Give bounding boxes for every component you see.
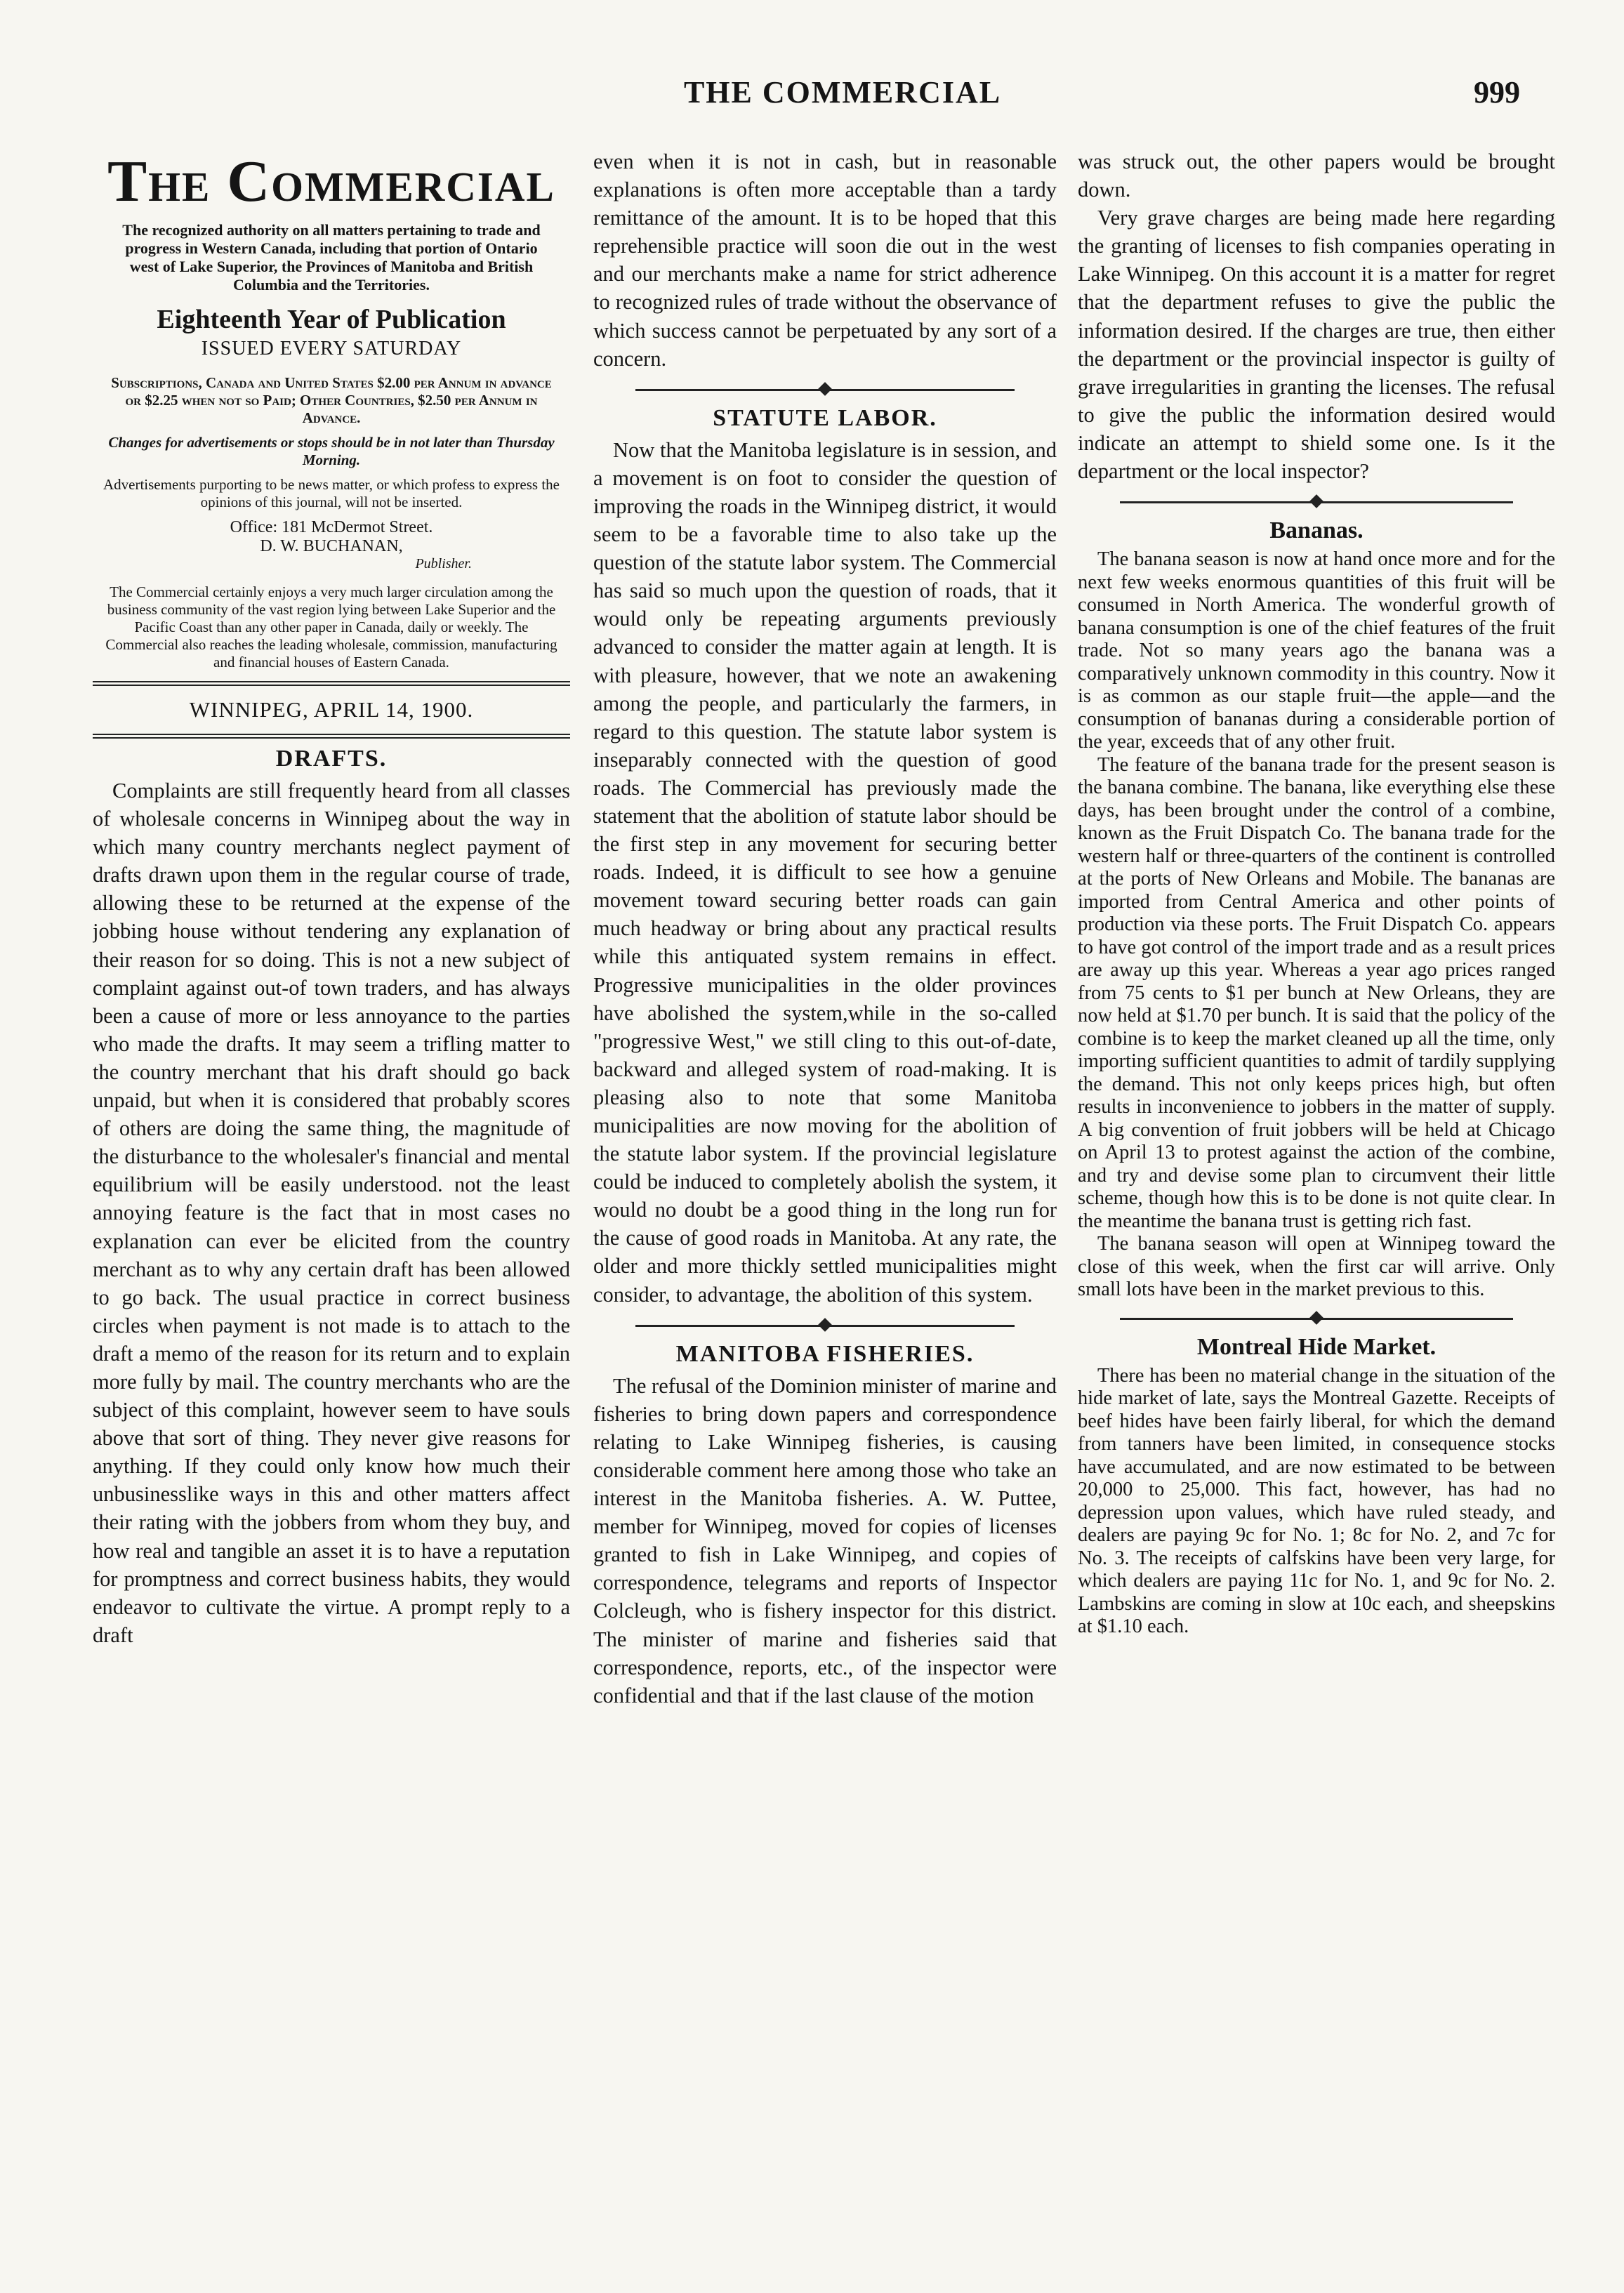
fisheries-heading: MANITOBA FISHERIES. — [675, 1340, 975, 1367]
statute-labor-heading: STATUTE LABOR. — [713, 404, 937, 431]
masthead-rule — [93, 681, 570, 686]
masthead-subscriptions: Subscriptions, Canada and United States $2.00 per Annum in advance or $2.25 when not so Paid; Other Countries, $2.50 per Annum in Advance. — [111, 374, 552, 426]
article-divider — [1120, 494, 1513, 510]
masthead-changes: Changes for advertisements or stops should be in not later than Thursday Morning. — [108, 434, 555, 468]
bananas-paragraph-3: The banana season will open at Winnipeg toward the close of this week, when the first car will arrive. Only small lots have been in the market previous to this. — [1078, 1233, 1555, 1301]
masthead-issued: ISSUED EVERY SATURDAY — [201, 338, 462, 359]
masthead-publisher: D. W. BUCHANAN, — [260, 537, 403, 555]
article-divider — [1120, 1310, 1513, 1327]
column-1 — [93, 147, 570, 2268]
fisheries-paragraph-1: The refusal of the Dominion minister of marine and fisheries to bring down papers and correspondence relating to Lake Winnipeg fisheries, is causing considerable comment here among those who take an interest in the Manitoba fisheries. A. W. Puttee, member for Winnipeg, moved for copies of licenses granted to fish in Lake Winnipeg, and copies of correspondence, telegrams and reports of Inspector Colcleugh, who is fishery inspector for this district. The minister of marine and fisheries said that correspondence, reports, etc., of the inspector were confidential and that if the last clause of the motion — [593, 1373, 1057, 1707]
masthead-year: Eighteenth Year of Publication — [157, 305, 506, 334]
masthead-publisher-title: Publisher. — [415, 556, 472, 571]
hide-market-heading: Montreal Hide Market. — [1196, 1333, 1437, 1360]
column-2 — [593, 147, 1057, 2268]
masthead-office: Office: 181 McDermot Street. — [230, 518, 433, 536]
drafts-paragraph-continued: even when it is not in cash, but in reasonable explanations is often more acceptable than a tardy remittance of the amount. It is to be hoped that this reprehensible practice will soon die out in the west and our merchants make a name for strict adherence to recognized rules of trade without the observance of which success cannot be perpetuated by any sort of a concern. — [593, 150, 1057, 371]
fisheries-paragraph-2: Very grave charges are being made here regarding the granting of licenses to fish companies operating in Lake Winnipeg. On this account it is a matter for regret that the department refuses to give the public the information desired. If the charges are true, then either the department or the provincial inspector is guilty of grave irregularities in granting the licenses. The refusal to give the public the information desired would indicate an attempt to shield some one. Is it the department or the local inspector? — [1078, 206, 1555, 484]
masthead — [93, 147, 570, 739]
dateline-rule — [93, 734, 570, 739]
statute-labor-paragraph-1: Now that the Manitoba legislature is in session, and a movement is on foot to consider the question of improving the roads in the Winnipeg district, it would seem to be a favorable time to also take up the question of the statute labor system. The Commercial has said so much upon the question of roads, that it would only be repeating arguments previously advanced to consider the matter again at length. It is with pleasure, however, that we note an awakening among the people, and particularly the farmers, in regard to this question. The statute labor system is inseparably connected with the question of good roads. The Commercial has previously made the statement that the abolition of statute labor should be the first step in any movement for securing better roads. Indeed, it is difficult to see how a genuine movement toward securing better roads can gain much headway or bring about any practical results while this antiquated system remains in effect. Progressive municipalities in the older provinces have abolished the system,while in the so-called "progressive West," we still cling to this out-of-date, backward and alleged system of road-making. It is pleasing also to note that some Manitoba municipalities are now moving for the abolition of the statute labor system. If the provincial legislature could be induced to completely abolish the system, it would no doubt be a good thing in the long run for the cause of good roads in Manitoba. At any rate, the older and more thickly settled municipalities might consider, to advantage, the abolition of this system. — [593, 437, 1057, 1307]
column-3 — [1078, 147, 1555, 2268]
bananas-heading: Bananas. — [1269, 517, 1364, 544]
masthead-title: The Commercial — [107, 149, 555, 214]
fisheries-paragraph-continued: was struck out, the other papers would be brought down. — [1078, 150, 1555, 202]
drafts-heading: DRAFTS. — [275, 746, 388, 772]
masthead-circulation: The Commercial certainly enjoys a very much larger circulation among the business community of the vast region lying between Lake Superior and the Pacific Coast than any other paper in Canada, daily or weekly. The Commercial also reaches the leading wholesale, commission, manufacturing and financial houses of Eastern Canada. — [105, 583, 557, 670]
masthead-advertisements: Advertisements purporting to be news matter, or which profess to express the opinions of this journal, will not be inserted. — [103, 476, 560, 510]
drafts-paragraph-1: Complaints are still frequently heard from all classes of wholesale concerns in Winnipeg about the way in which many country merchants neglect payment of drafts drawn upon them in the regular course of trade, allowing these to be returned at the expense of the jobbing house without tendering any explanation of their reason for so doing. This is not a new subject of complaint against out-of town traders, and has always been a cause of more or less annoyance to the parties who made the drafts. It may seem a trifling matter to the country merchant that his draft should go back unpaid, but when it is considered that probably scores of others are doing the same thing, the magnitude of the disturbance to the wholesaler's financial and mental equilibrium will be easily understood. not the least annoying feature is the fact that in most cases no explanation can ever be elicited from the country merchant as to why any certain draft has been allowed to go back. The usual practice in correct business circles when payment is not made is to attach to the draft a memo of the reason for its return and to explain more fully by mail. The country merchants who are the subject of this complaint, however seem to have souls above that sort of thing. They never give reasons for anything. If they could only know how much their unbusinesslike ways in this and other matters affect their rating with the jobbers from whom they buy, and how real and tangible an asset it is to have a reputation for promptness and correct business habits, they would endeavor to cultivate the virtue. A prompt reply to a draft — [93, 779, 570, 1647]
bananas-paragraph-2: The feature of the banana trade for the present season is the banana combine. The banana, like everything else these days, has been brought under the control of a combine, known as the Fruit Dispatch Co. The banana trade for the western half or three-quarters of the continent is controlled at the ports of New Orleans and Mobile. The bananas are imported from Central America and other points of production via these ports. The Fruit Dispatch Co. appears to have got control of the import trade and as a result prices are away up this year. Whereas a year ago prices ranged from 75 cents to $1 per bunch at New Orleans, they are now held at $1.70 per bunch. It is said that the policy of the combine is to keep the market cleaned up all the time, only importing sufficient quantities to admit of tardily supplying the demand. This not only keeps prices high, but often results in inconvenience to jobbers in the matter of supply. A big convention of fruit jobbers will be held at Chicago on April 13 to protest against the action of the combine, and try and devise some plan to circumvent their little scheme, though how this is to be done is not quite clear. In the meantime the banana trust is getting rich fast. — [1078, 753, 1555, 1232]
dateline: WINNIPEG, APRIL 14, 1900. — [189, 697, 474, 722]
masthead-description: The recognized authority on all matters pertaining to trade and progress in Western Canada, including that portion of Ontario west of Lake Superior, the Provinces of Manitoba and British Columbia and the Territories. — [122, 221, 541, 293]
hide-market-paragraph-1: There has been no material change in the situation of the hide market of late, says the Montreal Gazette. Receipts of beef hides have been fairly liberal, for which the demand from tanners have been limited, in consequence stocks have accumulated, and are now estimated to be between 20,000 to 25,000. This fact, however, has had no depression upon values, which have ruled steady, and dealers are paying 9c for No. 1; 8c for No. 2, and 7c for No. 3. The receipts of calfskins have been very large, for which dealers are paying 11c for No. 1, and 9c for No. 2. Lambskins are coming in slow at 10c each, and sheepskins at $1.10 each. — [1078, 1364, 1555, 1638]
bananas-paragraph-1: The banana season is now at hand once more and for the next few weeks enormous quantities of this fruit will be consumed in North America. The wonderful growth of banana consumption is one of the chief features of the fruit trade. Not so many years ago the banana was a comparatively unknown commodity in this country. Now it is as common as our staple fruit—the apple—and the consumption of bananas during a considerable portion of the year, exceeds that of any other fruit. — [1078, 548, 1555, 753]
running-title: THE COMMERCIAL — [683, 75, 1002, 110]
page-number: 999 — [1474, 75, 1520, 110]
article-divider — [635, 1317, 1015, 1334]
page-header — [0, 74, 1624, 117]
article-divider — [635, 381, 1015, 398]
